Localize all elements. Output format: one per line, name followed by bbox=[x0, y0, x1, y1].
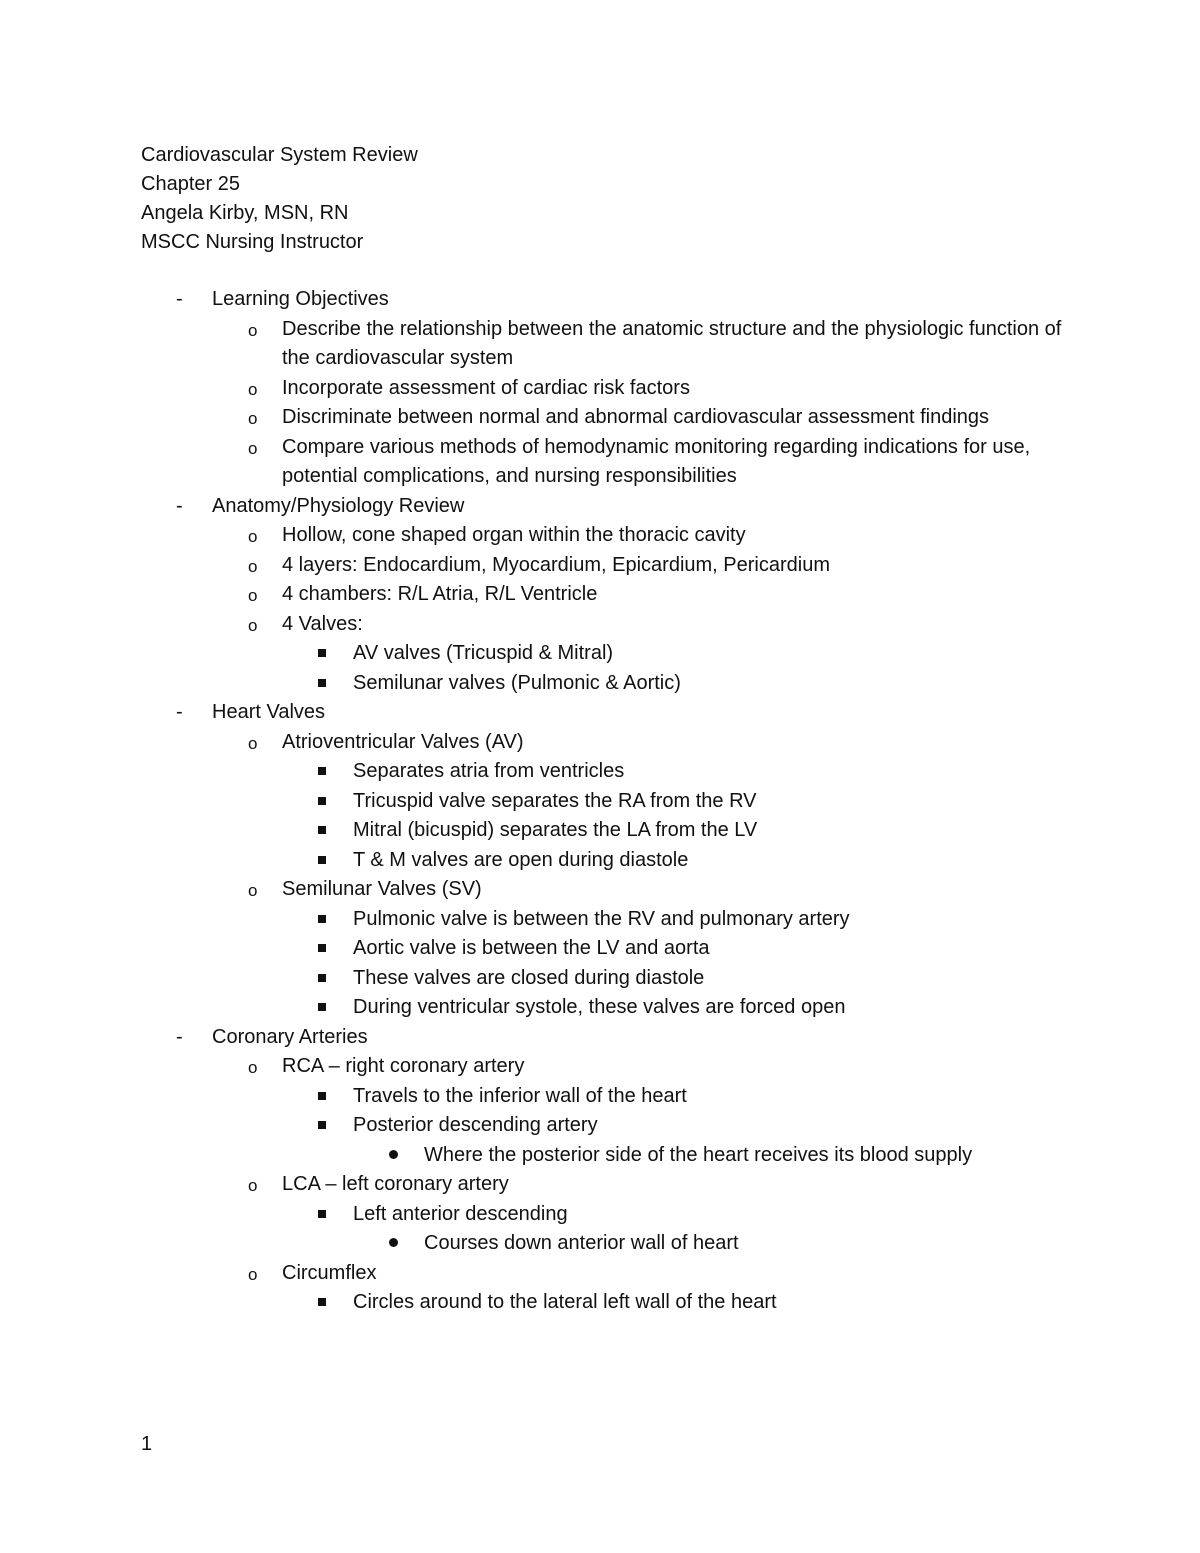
page-number: 1 bbox=[141, 1433, 153, 1455]
list-item-text: Atrioventricular Valves (AV) bbox=[282, 730, 524, 753]
list-item bbox=[0, 846, 1200, 876]
square-bullet-icon bbox=[318, 1111, 338, 1141]
author-role: MSCC Nursing Instructor bbox=[141, 231, 364, 253]
list-item bbox=[0, 1200, 1200, 1230]
list-item-text: Posterior descending artery bbox=[353, 1114, 598, 1136]
document-header bbox=[141, 141, 418, 257]
list-item-text: Courses down anterior wall of heart bbox=[424, 1232, 739, 1254]
list-item-text: Left anterior descending bbox=[353, 1202, 568, 1225]
section-heart-valves bbox=[0, 698, 1200, 728]
list-item-text: RCA – right coronary artery bbox=[282, 1055, 525, 1077]
list-item bbox=[0, 374, 1200, 404]
list-item-text: LCA – left coronary artery bbox=[282, 1173, 509, 1195]
list-item-text: Hollow, cone shaped organ within the thoracic cavity bbox=[282, 524, 746, 546]
list-item-text: 4 chambers: R/L Atria, R/L Ventricle bbox=[282, 583, 598, 605]
list-item-text: Describe the relationship between the anatomic structure and the physiologic function of the cardiovascular system bbox=[282, 317, 1062, 369]
square-bullet-icon bbox=[318, 669, 338, 699]
square-bullet-icon bbox=[318, 816, 338, 846]
square-bullet-icon bbox=[318, 905, 338, 935]
list-item-text: Aortic valve is between the LV and aorta bbox=[353, 937, 710, 959]
list-item bbox=[0, 964, 1200, 994]
outline-list bbox=[0, 285, 1200, 1318]
section-heading: Heart Valves bbox=[212, 701, 326, 723]
list-item-text: T & M valves are open during diastole bbox=[353, 848, 689, 871]
section-heading: Learning Objectives bbox=[212, 288, 389, 310]
circle-bullet-icon: o bbox=[248, 379, 258, 399]
list-item bbox=[0, 934, 1200, 964]
square-bullet-icon bbox=[318, 787, 338, 817]
circle-bullet-icon: o bbox=[248, 1058, 258, 1077]
list-item-text: Tricuspid valve separates the RA from the RV bbox=[353, 789, 757, 812]
section-anatomy bbox=[0, 492, 1200, 522]
circle-bullet-icon: o bbox=[248, 1264, 258, 1284]
circle-bullet-icon: o bbox=[248, 527, 258, 546]
list-item bbox=[0, 315, 1200, 374]
list-item bbox=[0, 669, 1200, 699]
list-item bbox=[0, 1141, 1200, 1171]
circle-bullet-icon: o bbox=[248, 881, 258, 900]
circle-bullet-icon: o bbox=[248, 615, 258, 635]
list-item-text: Where the posterior side of the heart receives its blood supply bbox=[424, 1143, 973, 1166]
list-item-text: 4 Valves: bbox=[282, 612, 363, 635]
document-title: Cardiovascular System Review bbox=[141, 144, 418, 166]
square-bullet-icon bbox=[318, 993, 338, 1023]
square-bullet-icon bbox=[318, 964, 338, 994]
list-item bbox=[0, 728, 1200, 758]
list-item-text: Semilunar valves (Pulmonic & Aortic) bbox=[353, 671, 681, 694]
dash-bullet: - bbox=[176, 494, 183, 517]
list-item bbox=[0, 551, 1200, 581]
list-item-text: Pulmonic valve is between the RV and pulmonary artery bbox=[353, 907, 850, 930]
list-item-text: 4 layers: Endocardium, Myocardium, Epicardium, Pericardium bbox=[282, 553, 830, 576]
list-item bbox=[0, 1082, 1200, 1112]
list-item bbox=[0, 403, 1200, 433]
circle-bullet-icon: o bbox=[248, 1176, 258, 1195]
dash-bullet: - bbox=[176, 701, 183, 723]
list-item bbox=[0, 610, 1200, 640]
section-heading: Coronary Arteries bbox=[212, 1025, 368, 1048]
circle-bullet-icon: o bbox=[248, 438, 258, 458]
list-item-text: Compare various methods of hemodynamic monitoring regarding indications for use, potential complications, and nursing responsibilities bbox=[282, 435, 1031, 487]
list-item-text: Separates atria from ventricles bbox=[353, 760, 625, 782]
list-item-text: Semilunar Valves (SV) bbox=[282, 878, 482, 900]
list-item bbox=[0, 1229, 1200, 1259]
square-bullet-icon bbox=[318, 1288, 338, 1318]
list-item bbox=[0, 1052, 1200, 1082]
dash-bullet: - bbox=[176, 288, 183, 310]
list-item bbox=[0, 1288, 1200, 1318]
dash-bullet: - bbox=[176, 1025, 183, 1048]
list-item bbox=[0, 757, 1200, 787]
author-name: Angela Kirby, MSN, RN bbox=[141, 202, 349, 224]
list-item bbox=[0, 993, 1200, 1023]
square-bullet-icon bbox=[318, 1082, 338, 1112]
list-item bbox=[0, 787, 1200, 817]
list-item-text: Mitral (bicuspid) separates the LA from the LV bbox=[353, 819, 758, 841]
list-item-text: AV valves (Tricuspid & Mitral) bbox=[353, 642, 614, 664]
list-item bbox=[0, 1111, 1200, 1141]
section-learning-objectives bbox=[0, 285, 1200, 315]
chapter-label: Chapter 25 bbox=[141, 173, 240, 195]
list-item bbox=[0, 1170, 1200, 1200]
circle-bullet-icon: o bbox=[248, 320, 258, 340]
list-item bbox=[0, 521, 1200, 551]
list-item bbox=[0, 433, 1200, 492]
list-item bbox=[0, 580, 1200, 610]
square-bullet-icon bbox=[318, 934, 338, 964]
list-item-text: Circles around to the lateral left wall of the heart bbox=[353, 1291, 777, 1313]
circle-bullet-icon: o bbox=[248, 409, 258, 428]
list-item-text: Travels to the inferior wall of the heart bbox=[353, 1084, 687, 1107]
list-item-text: These valves are closed during diastole bbox=[353, 966, 705, 989]
square-bullet-icon bbox=[318, 757, 338, 787]
list-item bbox=[0, 816, 1200, 846]
circle-bullet-icon: o bbox=[248, 733, 258, 753]
list-item-text: During ventricular systole, these valves are forced open bbox=[353, 996, 846, 1018]
list-item-text: Incorporate assessment of cardiac risk factors bbox=[282, 376, 690, 399]
list-item-text: Discriminate between normal and abnormal cardiovascular assessment findings bbox=[282, 406, 990, 428]
list-item bbox=[0, 875, 1200, 905]
circle-bullet-icon: o bbox=[248, 556, 258, 576]
round-bullet-icon bbox=[389, 1229, 409, 1259]
square-bullet-icon bbox=[318, 1200, 338, 1230]
square-bullet-icon bbox=[318, 639, 338, 669]
list-item bbox=[0, 1259, 1200, 1289]
section-heading: Anatomy/Physiology Review bbox=[212, 494, 465, 517]
list-item-text: Circumflex bbox=[282, 1261, 377, 1284]
list-item bbox=[0, 905, 1200, 935]
square-bullet-icon bbox=[318, 846, 338, 876]
circle-bullet-icon: o bbox=[248, 586, 258, 605]
round-bullet-icon bbox=[389, 1141, 409, 1171]
list-item bbox=[0, 639, 1200, 669]
section-coronary-arteries bbox=[0, 1023, 1200, 1053]
